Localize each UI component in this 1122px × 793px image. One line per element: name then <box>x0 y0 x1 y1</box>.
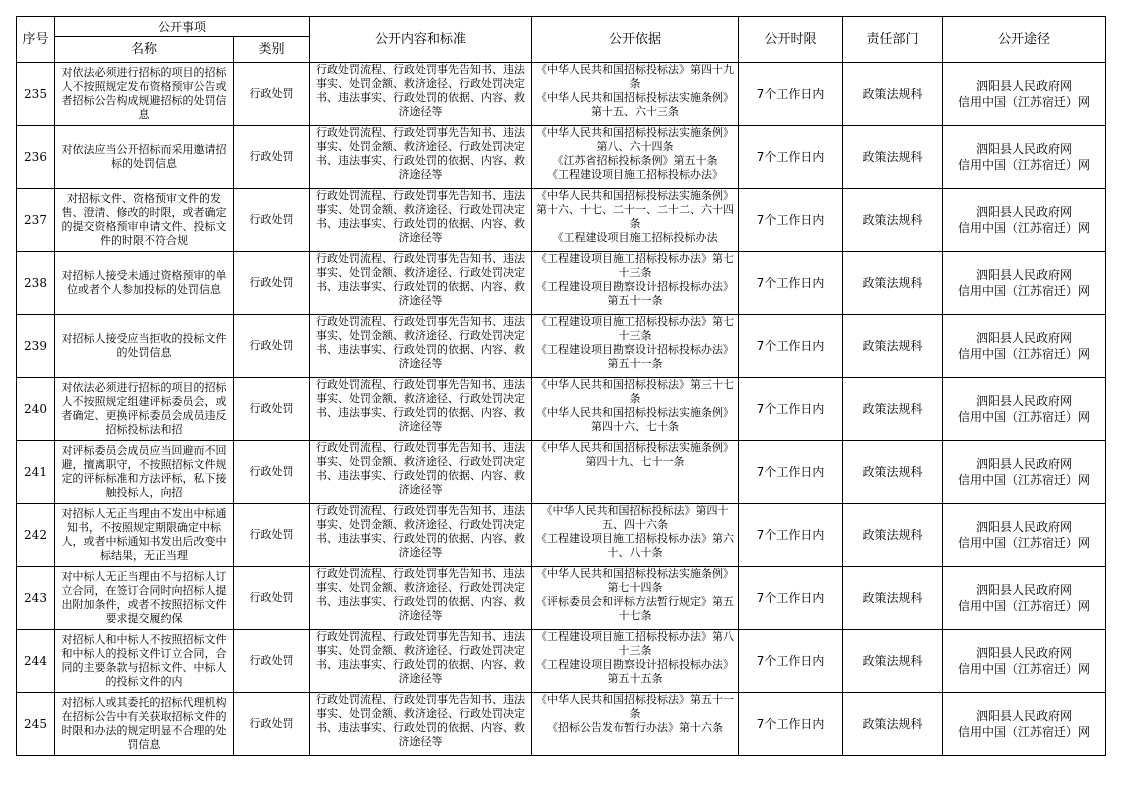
channel-line: 泗阳县人民政府网 <box>976 268 1073 282</box>
row-seq <box>17 693 55 756</box>
dept-value: 政策法规科 <box>862 150 923 164</box>
basis-line: 《中华人民共和国招标投标法实施条例》第十五、六十三条 <box>536 91 735 118</box>
row-channel <box>943 189 1106 252</box>
basis-line: 《工程建设项目施工招标投标办法》第七十三条 <box>536 252 735 279</box>
row-name <box>55 693 234 756</box>
row-channel <box>943 315 1106 378</box>
seq-value: 242 <box>24 528 47 542</box>
time-limit-value: 7个工作日内 <box>756 213 825 227</box>
row-category <box>234 441 310 504</box>
basis-line: 《评标委员会和评标方法暂行规定》第五十七条 <box>536 595 735 622</box>
row-category <box>234 630 310 693</box>
dept-value: 政策法规科 <box>862 402 923 416</box>
dept-value: 政策法规科 <box>862 528 923 542</box>
category-value: 行政处罚 <box>249 591 294 604</box>
seq-value: 243 <box>24 591 47 605</box>
channel-line: 信用中国（江苏宿迁）网 <box>958 221 1091 235</box>
table-row <box>17 63 1106 126</box>
channel-line: 泗阳县人民政府网 <box>976 457 1073 471</box>
dept-value: 政策法规科 <box>862 717 923 731</box>
channel-line: 泗阳县人民政府网 <box>976 709 1073 723</box>
channel-line: 泗阳县人民政府网 <box>976 79 1073 93</box>
row-category <box>234 252 310 315</box>
row-seq <box>17 567 55 630</box>
row-basis <box>532 126 739 189</box>
category-value: 行政处罚 <box>249 528 294 541</box>
content-value: 行政处罚流程、行政处罚事先告知书、违法事实、处罚金额、救济途径、行政处罚决定书、违法事实、行政处罚的依据、内容、救济途径等 <box>316 252 526 307</box>
dept-value: 政策法规科 <box>862 213 923 227</box>
row-content <box>310 252 532 315</box>
row-content <box>310 378 532 441</box>
row-dept <box>843 504 943 567</box>
name-value: 对依法应当公开招标而采用邀请招标的处罚信息 <box>61 143 227 170</box>
channel-line: 信用中国（江苏宿迁）网 <box>958 599 1091 613</box>
row-dept <box>843 252 943 315</box>
row-dept <box>843 630 943 693</box>
row-time-limit <box>739 693 843 756</box>
row-dept <box>843 63 943 126</box>
seq-value: 244 <box>24 654 47 668</box>
seq-value: 235 <box>24 87 47 101</box>
table-row <box>17 315 1106 378</box>
row-seq <box>17 189 55 252</box>
seq-value: 245 <box>24 717 47 731</box>
header-name: 名称 <box>55 37 234 63</box>
row-channel <box>943 441 1106 504</box>
row-content <box>310 693 532 756</box>
table-row <box>17 126 1106 189</box>
row-dept <box>843 693 943 756</box>
time-limit-value: 7个工作日内 <box>756 87 825 101</box>
row-content <box>310 567 532 630</box>
header-content: 公开内容和标准 <box>310 17 532 63</box>
channel-line: 泗阳县人民政府网 <box>976 520 1073 534</box>
name-value: 对中标人无正当理由不与招标人订立合同，在签订合同时向招标人提出附加条件，或者不按照招标文件要求提交履约保 <box>61 570 227 625</box>
basis-line: 《中华人民共和国招标投标法》第五十一条 <box>536 693 735 720</box>
row-basis <box>532 252 739 315</box>
name-value: 对招标人无正当理由不发出中标通知书，不按照规定期限确定中标人，或者中标通知书发出后改变中标结果，无正当理 <box>61 507 227 562</box>
header-public-item: 公开事项 <box>55 17 310 37</box>
seq-value: 240 <box>24 402 47 416</box>
row-category <box>234 315 310 378</box>
header-category: 类别 <box>234 37 310 63</box>
time-limit-value: 7个工作日内 <box>756 528 825 542</box>
basis-line: 《中华人民共和国招标投标法实施条例》第八、六十四条 <box>536 126 735 153</box>
row-content <box>310 63 532 126</box>
channel-line: 泗阳县人民政府网 <box>976 205 1073 219</box>
basis-line: 《工程建设项目勘察设计招标投标办法》第五十五条 <box>536 658 735 685</box>
row-name <box>55 126 234 189</box>
channel-line: 泗阳县人民政府网 <box>976 646 1073 660</box>
row-dept <box>843 567 943 630</box>
row-category <box>234 693 310 756</box>
disclosure-table <box>16 16 1106 756</box>
row-channel <box>943 630 1106 693</box>
row-channel <box>943 693 1106 756</box>
row-channel <box>943 567 1106 630</box>
basis-line: 《江苏省招标投标条例》第五十条 <box>552 154 718 167</box>
row-seq <box>17 252 55 315</box>
row-seq <box>17 630 55 693</box>
name-value: 对依法必须进行招标的项目的招标人不按照规定发布资格预审公告或者招标公告构成规避招标的处罚信息 <box>61 66 227 121</box>
row-content <box>310 441 532 504</box>
basis-line: 《中华人民共和国招标投标法》第四十五、四十六条 <box>541 504 729 531</box>
category-value: 行政处罚 <box>249 213 294 226</box>
basis-line: 《工程建设项目勘察设计招标投标办法》第五十一条 <box>536 343 735 370</box>
row-content <box>310 504 532 567</box>
row-time-limit <box>739 315 843 378</box>
category-value: 行政处罚 <box>249 276 294 289</box>
content-value: 行政处罚流程、行政处罚事先告知书、违法事实、处罚金额、救济途径、行政处罚决定书、违法事实、行政处罚的依据、内容、救济途径等 <box>316 504 526 559</box>
row-dept <box>843 126 943 189</box>
row-category <box>234 189 310 252</box>
row-name <box>55 63 234 126</box>
row-channel <box>943 504 1106 567</box>
table-row <box>17 378 1106 441</box>
channel-line: 信用中国（江苏宿迁）网 <box>958 662 1091 676</box>
basis-line: 《中华人民共和国招标投标法实施条例》第四十六、七十条 <box>536 406 735 433</box>
channel-line: 泗阳县人民政府网 <box>976 583 1073 597</box>
channel-line: 泗阳县人民政府网 <box>976 331 1073 345</box>
row-seq <box>17 315 55 378</box>
basis-line: 《工程建设项目施工招标投标办法》 <box>547 168 724 181</box>
content-value: 行政处罚流程、行政处罚事先告知书、违法事实、处罚金额、救济途径、行政处罚决定书、违法事实、行政处罚的依据、内容、救济途径等 <box>316 441 526 496</box>
row-time-limit <box>739 441 843 504</box>
row-basis <box>532 567 739 630</box>
content-value: 行政处罚流程、行政处罚事先告知书、违法事实、处罚金额、救济途径、行政处罚决定书、违法事实、行政处罚的依据、内容、救济途径等 <box>316 63 526 118</box>
category-value: 行政处罚 <box>249 150 294 163</box>
row-time-limit <box>739 630 843 693</box>
row-dept <box>843 189 943 252</box>
dept-value: 政策法规科 <box>862 654 923 668</box>
seq-value: 238 <box>24 276 47 290</box>
time-limit-value: 7个工作日内 <box>756 339 825 353</box>
name-value: 对招标人接受应当拒收的投标文件的处罚信息 <box>61 332 227 359</box>
content-value: 行政处罚流程、行政处罚事先告知书、违法事实、处罚金额、救济途径、行政处罚决定书、违法事实、行政处罚的依据、内容、救济途径等 <box>316 126 526 181</box>
content-value: 行政处罚流程、行政处罚事先告知书、违法事实、处罚金额、救济途径、行政处罚决定书、违法事实、行政处罚的依据、内容、救济途径等 <box>316 693 526 748</box>
table-row <box>17 441 1106 504</box>
row-name <box>55 315 234 378</box>
row-time-limit <box>739 189 843 252</box>
row-seq <box>17 441 55 504</box>
row-time-limit <box>739 126 843 189</box>
content-value: 行政处罚流程、行政处罚事先告知书、违法事实、处罚金额、救济途径、行政处罚决定书、违法事实、行政处罚的依据、内容、救济途径等 <box>316 315 526 370</box>
basis-line: 《招标公告发布暂行办法》第十六条 <box>547 721 724 734</box>
channel-line: 泗阳县人民政府网 <box>976 394 1073 408</box>
row-seq <box>17 504 55 567</box>
name-value: 对招标人或其委托的招标代理机构在招标公告中有关获取招标文件的时限和办法的规定明显不合理的处罚信息 <box>61 696 227 751</box>
basis-line: 《工程建设项目勘察设计招标投标办法》第五十一条 <box>536 280 735 307</box>
row-name <box>55 252 234 315</box>
category-value: 行政处罚 <box>249 402 294 415</box>
channel-line: 信用中国（江苏宿迁）网 <box>958 347 1091 361</box>
time-limit-value: 7个工作日内 <box>756 591 825 605</box>
channel-line: 信用中国（江苏宿迁）网 <box>958 158 1091 172</box>
header-seq: 序号 <box>17 17 55 63</box>
row-basis <box>532 378 739 441</box>
row-category <box>234 63 310 126</box>
basis-line: 《中华人民共和国招标投标法》第三十七条 <box>536 378 735 405</box>
row-seq <box>17 126 55 189</box>
table-row <box>17 252 1106 315</box>
row-seq <box>17 378 55 441</box>
seq-value: 239 <box>24 339 47 353</box>
table-row <box>17 567 1106 630</box>
row-category <box>234 504 310 567</box>
basis-line: 《工程建设项目施工招标投标办法》第七十三条 <box>536 315 735 342</box>
name-value: 对评标委员会成员应当回避而不回避，擅离职守，不按照招标文件规定的评标标准和方法评标，私下接触投标人，向招 <box>61 444 227 499</box>
dept-value: 政策法规科 <box>862 276 923 290</box>
row-channel <box>943 252 1106 315</box>
row-time-limit <box>739 378 843 441</box>
header-channel: 公开途径 <box>943 17 1106 63</box>
row-dept <box>843 315 943 378</box>
row-time-limit <box>739 504 843 567</box>
row-dept <box>843 378 943 441</box>
category-value: 行政处罚 <box>249 654 294 667</box>
row-name <box>55 441 234 504</box>
time-limit-value: 7个工作日内 <box>756 402 825 416</box>
row-basis <box>532 693 739 756</box>
category-value: 行政处罚 <box>249 717 294 730</box>
table-row <box>17 693 1106 756</box>
channel-line: 信用中国（江苏宿迁）网 <box>958 725 1091 739</box>
channel-line: 信用中国（江苏宿迁）网 <box>958 473 1091 487</box>
row-category <box>234 378 310 441</box>
row-time-limit <box>739 252 843 315</box>
row-name <box>55 504 234 567</box>
time-limit-value: 7个工作日内 <box>756 717 825 731</box>
time-limit-value: 7个工作日内 <box>756 465 825 479</box>
table-row <box>17 504 1106 567</box>
category-value: 行政处罚 <box>249 465 294 478</box>
time-limit-value: 7个工作日内 <box>756 654 825 668</box>
channel-line: 信用中国（江苏宿迁）网 <box>958 95 1091 109</box>
channel-line: 泗阳县人民政府网 <box>976 142 1073 156</box>
content-value: 行政处罚流程、行政处罚事先告知书、违法事实、处罚金额、救济途径、行政处罚决定书、违法事实、行政处罚的依据、内容、救济途径等 <box>316 630 526 685</box>
row-dept <box>843 441 943 504</box>
row-basis <box>532 315 739 378</box>
dept-value: 政策法规科 <box>862 465 923 479</box>
time-limit-value: 7个工作日内 <box>756 276 825 290</box>
row-time-limit <box>739 63 843 126</box>
name-value: 对招标人和中标人不按照招标文件和中标人的投标文件订立合同，合同的主要条款与招标文件、中标人的投标文件的内 <box>61 633 227 688</box>
row-content <box>310 126 532 189</box>
row-basis <box>532 189 739 252</box>
time-limit-value: 7个工作日内 <box>756 150 825 164</box>
channel-line: 信用中国（江苏宿迁）网 <box>958 410 1091 424</box>
basis-line: 《工程建设项目施工招标投标办法》第八十三条 <box>536 630 735 657</box>
channel-line: 信用中国（江苏宿迁）网 <box>958 536 1091 550</box>
seq-value: 236 <box>24 150 47 164</box>
basis-line: 《工程建设项目施工招标投标办法 <box>552 231 718 244</box>
name-value: 对依法必须进行招标的项目的招标人不按照规定组建评标委员会，或者确定、更换评标委员会成员违反招标投标法和招 <box>61 381 227 436</box>
name-value: 对招标文件、资格预审文件的发售、澄清、修改的时限，或者确定的提交资格预审申请文件、投标文件的时限不符合规 <box>61 192 227 247</box>
row-basis <box>532 63 739 126</box>
basis-line: 《中华人民共和国招标投标法实施条例》第四十九、七十一条 <box>536 441 735 468</box>
content-value: 行政处罚流程、行政处罚事先告知书、违法事实、处罚金额、救济途径、行政处罚决定书、违法事实、行政处罚的依据、内容、救济途径等 <box>316 189 526 244</box>
table-body <box>17 63 1106 756</box>
table-row <box>17 189 1106 252</box>
row-category <box>234 567 310 630</box>
basis-line: 《中华人民共和国招标投标法实施条例》第十六、十七、二十一、二十二、六十四条 <box>536 189 735 230</box>
dept-value: 政策法规科 <box>862 87 923 101</box>
content-value: 行政处罚流程、行政处罚事先告知书、违法事实、处罚金额、救济途径、行政处罚决定书、违法事实、行政处罚的依据、内容、救济途径等 <box>316 378 526 433</box>
category-value: 行政处罚 <box>249 339 294 352</box>
row-name <box>55 630 234 693</box>
row-name <box>55 567 234 630</box>
seq-value: 241 <box>24 465 47 479</box>
row-channel <box>943 378 1106 441</box>
basis-line: 《中华人民共和国招标投标法》第四十九条 <box>536 63 735 90</box>
row-channel <box>943 126 1106 189</box>
row-time-limit <box>739 567 843 630</box>
content-value: 行政处罚流程、行政处罚事先告知书、违法事实、处罚金额、救济途径、行政处罚决定书、违法事实、行政处罚的依据、内容、救济途径等 <box>316 567 526 622</box>
basis-line: 《中华人民共和国招标投标法实施条例》第七十四条 <box>536 567 735 594</box>
row-basis <box>532 441 739 504</box>
dept-value: 政策法规科 <box>862 591 923 605</box>
row-content <box>310 315 532 378</box>
table-row <box>17 630 1106 693</box>
header-dept: 责任部门 <box>843 17 943 63</box>
row-name <box>55 189 234 252</box>
header-time-limit: 公开时限 <box>739 17 843 63</box>
row-content <box>310 189 532 252</box>
row-basis <box>532 504 739 567</box>
channel-line: 信用中国（江苏宿迁）网 <box>958 284 1091 298</box>
dept-value: 政策法规科 <box>862 339 923 353</box>
basis-line: 《工程建设项目施工招标投标办法》第六十、八十条 <box>536 532 735 559</box>
row-channel <box>943 63 1106 126</box>
row-name <box>55 378 234 441</box>
row-basis <box>532 630 739 693</box>
name-value: 对招标人接受未通过资格预审的单位或者个人参加投标的处罚信息 <box>61 269 227 296</box>
seq-value: 237 <box>24 213 47 227</box>
header-basis: 公开依据 <box>532 17 739 63</box>
row-category <box>234 126 310 189</box>
row-content <box>310 630 532 693</box>
category-value: 行政处罚 <box>249 87 294 100</box>
row-seq <box>17 63 55 126</box>
